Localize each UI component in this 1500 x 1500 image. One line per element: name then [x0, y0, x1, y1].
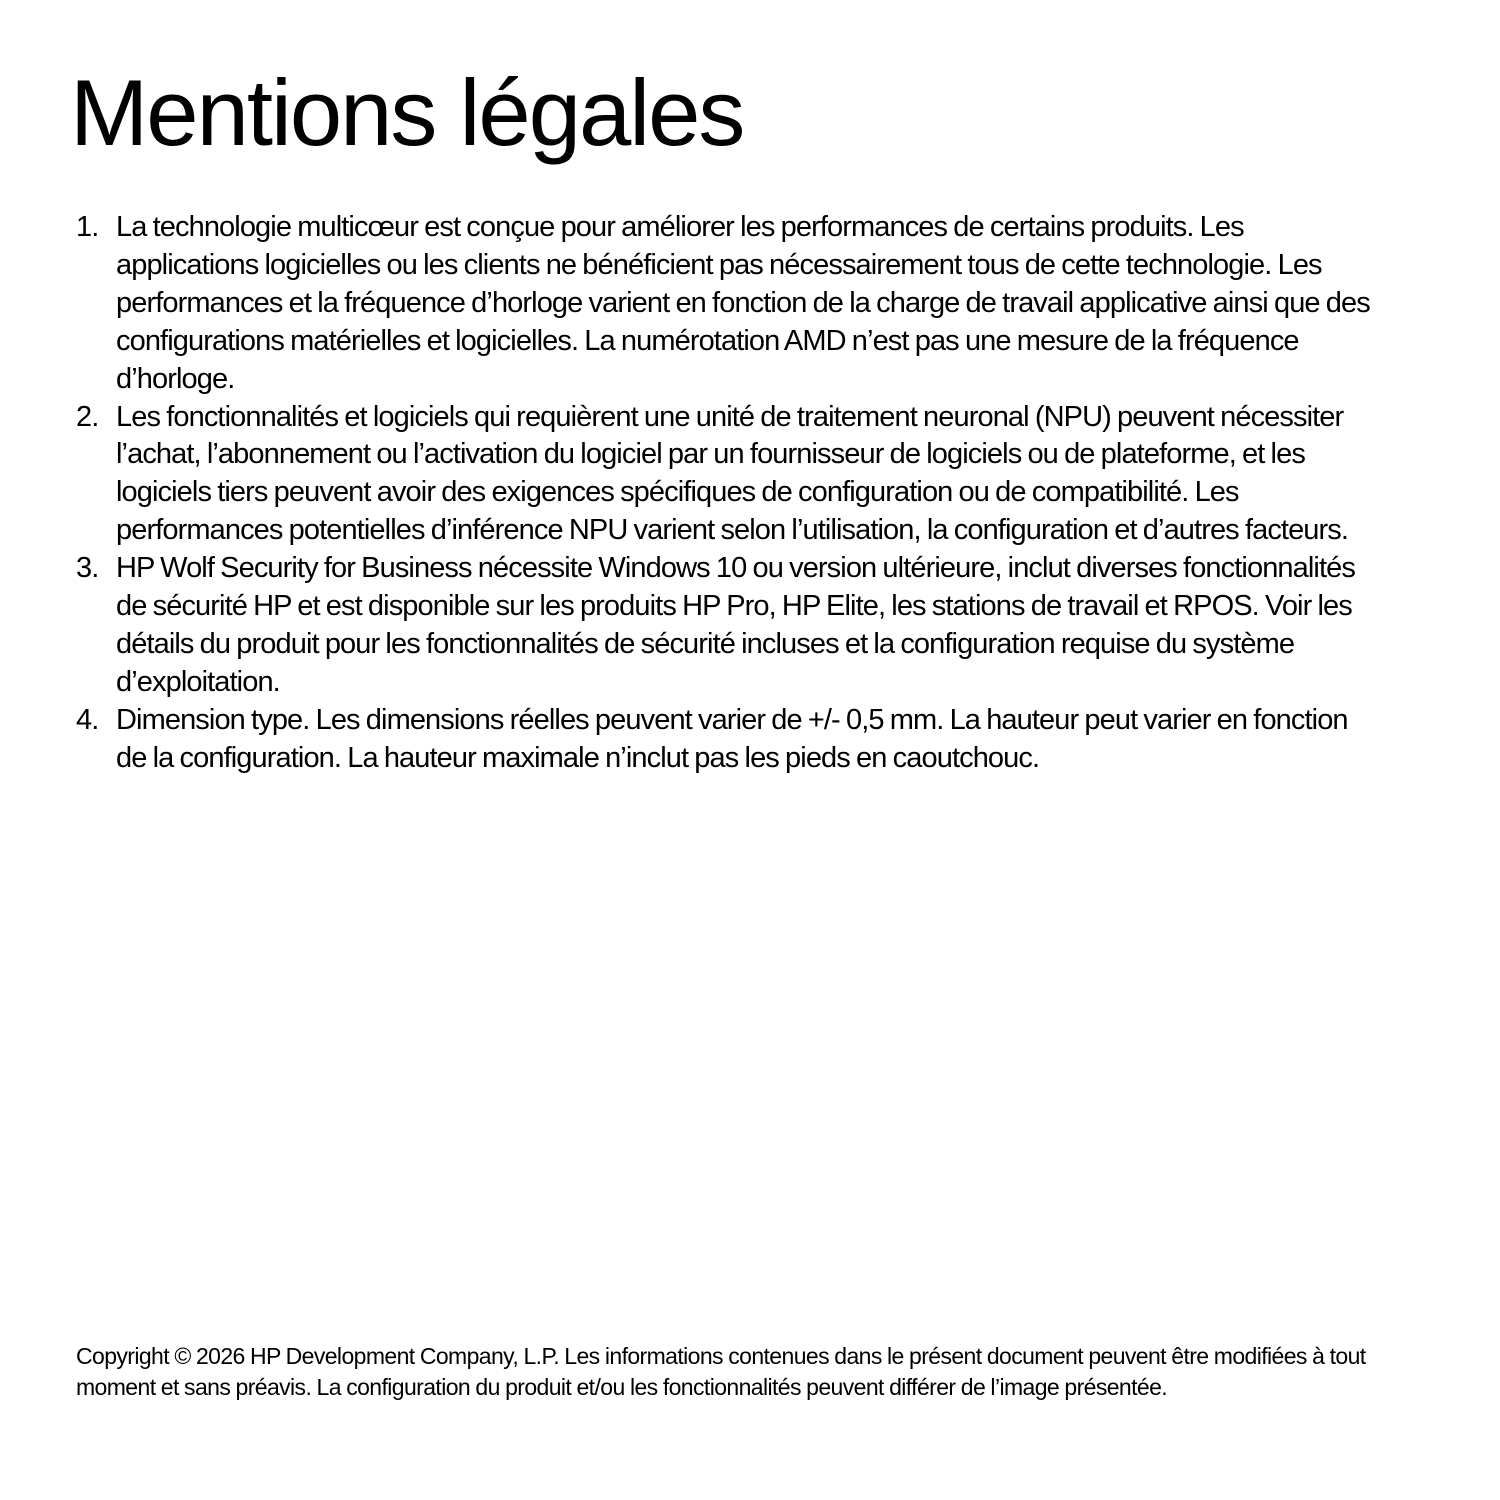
legal-note-1: [72, 209, 1372, 399]
note-text: Les fonctionnalités et logiciels qui requièrent une unité de traitement neuronal (NPU) peuvent nécessiter l’achat, l’abonnement ou l’activation du logiciel par un fournisseur de logiciels ou de plateforme, et les logiciels tiers peuvent avoir des exigences spécifiques de configuration ou de compatibilité. Les performances potentielles d’inférence NPU varient selon l’utilisation, la configuration et d’autres facteurs.: [116, 400, 1349, 547]
page-title: Mentions légales: [70, 60, 744, 165]
note-text: La technologie multicœur est conçue pour améliorer les performances de certains produits. Les applications logicielles ou les clients ne bénéficient pas nécessairement tous de cette technologie. Les performances et la fréquence d’horloge varient en fonction de la charge de travail applicative ainsi que des configurations matérielles et logicielles. La numérotation AMD n’est pas une mesure de la fréquence d’horloge.: [116, 211, 1370, 395]
note-number: 3.: [76, 552, 99, 585]
copyright-footer: Copyright © 2026 HP Development Company, L.P. Les informations contenues dans le présent document peuvent être modifiées à tout moment et sans préavis. La configuration du produit et/ou les fonctionnalités peuvent différer de l’image présentée.: [76, 1343, 1366, 1400]
legal-note-4: [72, 702, 1372, 778]
note-number: 1.: [76, 211, 99, 243]
note-text: HP Wolf Security for Business nécessite Windows 10 ou version ultérieure, inclut diverses fonctionnalités de sécurité HP et est disponible sur les produits HP Pro, HP Elite, les stations de travail et RPOS. Voir les détails du produit pour les fonctionnalités de sécurité incluses et la configuration requise du système d’exploitation.: [116, 552, 1355, 698]
legal-note-3: [72, 550, 1372, 702]
note-number: 4.: [76, 703, 99, 736]
note-text: Dimension type. Les dimensions réelles peuvent varier de +/- 0,5 mm. La hauteur peut varier en fonction de la configuration. La hauteur maximale n’inclut pas les pieds en caoutchouc.: [116, 703, 1348, 774]
note-number: 2.: [76, 400, 99, 433]
legal-notes-list: [72, 209, 1372, 778]
legal-note-2: [72, 399, 1372, 551]
